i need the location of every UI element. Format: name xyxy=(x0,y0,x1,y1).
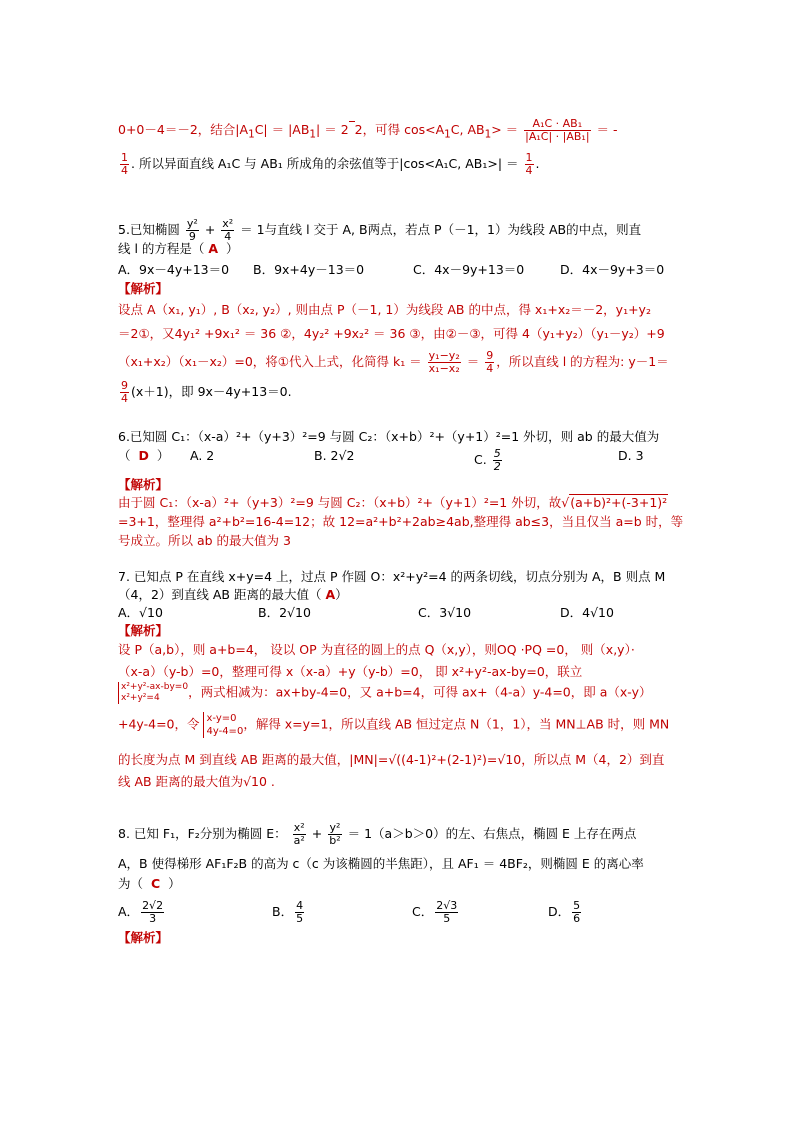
text: C| ＝ |AB xyxy=(254,122,310,137)
text: ＝ - xyxy=(596,122,618,137)
option-b: B．2√10 xyxy=(258,605,311,620)
option-d: D．4x－9y+3＝0 xyxy=(560,262,665,277)
option-d: D．4√10 xyxy=(560,605,614,620)
text: 线 l 的方程是（ xyxy=(118,241,205,256)
fraction: $\frac{\text{y²}}{9}$ xyxy=(186,217,198,243)
option-d: D． $\frac{5}{6}$ xyxy=(548,899,581,925)
solution-line: （x-a）（y-b）=0，整理可得 x（x-a）+y（y-b）=0， 即 x²+y²-ax-by=0，联立 xyxy=(118,664,583,679)
text: ） xyxy=(168,876,181,891)
text: . 所以异面直线 A₁C 与 AB₁ 所成角的余弦值等于|cos<A₁C, AB₁>| ＝ xyxy=(131,156,519,171)
question-7-stem: 7. 已知点 P 在直线 x+y=4 上，过点 P 作圆 O：x²+y²=4 的两条切线，切点分别为 A，B 则点 M xyxy=(118,569,666,584)
fraction: $\frac{\text{x²}}{\text{a²}}$ xyxy=(293,821,305,847)
equation-system: x²+y²-ax-by=0 x²+y²=4 xyxy=(118,682,188,704)
option-b: B． $\frac{4}{5}$ xyxy=(272,899,304,925)
text: (x＋1)，即 9x－4y+13＝0. xyxy=(131,384,292,399)
solution-line: 0+0－4＝－2，结合$|A_1C| = |AB_1| = 2$ 2，可得 $\cos<A_1C$, $AB_1>$ ＝ $\frac{\text{A₁C · AB₁}}{\text{|A₁C| · |AB₁|}}$ ＝ - xyxy=(118,117,618,143)
solution-line: 由于圆 C₁：（x-a）²+（y+3）²=9 与圆 C₂：（x+b）²+（y+1）²=1 外切，故√(a+b)²+(-3+1)² xyxy=(118,495,668,510)
solution-line xyxy=(118,712,669,738)
text: 0+0－4＝－2，结合|A xyxy=(118,122,249,137)
sqrt: (a+b)²+(-3+1)² xyxy=(570,495,668,510)
answer: A xyxy=(325,587,336,602)
solution-line xyxy=(118,152,540,177)
solution-line: =3+1，整理得 a²+b²=16-4=12；故 12=a²+b²+2ab≥4ab,整理得 ab≤3，当且仅当 a=b 时，等 xyxy=(118,514,684,529)
solution-line xyxy=(118,380,292,405)
text: （ xyxy=(118,448,131,463)
question-5-stem-2 xyxy=(118,241,239,257)
fraction: $\frac{9}{4}$ xyxy=(121,379,128,405)
solution-line: 号成立。所以 ab 的最大值为 3 xyxy=(118,533,291,548)
text: 为（ xyxy=(118,876,144,891)
question-8-options xyxy=(118,900,678,930)
option-c: C. $\frac{5}{2}$ xyxy=(474,447,501,473)
answer: C xyxy=(150,876,161,891)
text: ，所以直线 l 的方程为: y－1＝ xyxy=(496,354,669,369)
text: （x₁+x₂）（x₁－x₂）=0，将①代入上式，化简得 k₁ ＝ xyxy=(118,354,422,369)
question-7-stem-2 xyxy=(118,587,348,603)
text: ） xyxy=(226,241,239,256)
text: 8. 已知 F₁，F₂分别为椭圆 E： xyxy=(118,826,287,841)
answer: D xyxy=(138,448,149,463)
option-b: B. 2√2 xyxy=(314,448,355,463)
solution-line xyxy=(118,682,651,704)
solution-line: 设点 A（x₁, y₁）, B（x₂, y₂）, 则由点 P（－1, 1）为线段 AB 的中点，得 x₁+x₂＝－2，y₁+y₂ xyxy=(118,302,651,317)
fraction: $\frac{1}{4}$ xyxy=(121,151,128,177)
question-6-stem: 6.已知圆 C₁：（x-a）²+（y+3）²=9 与圆 C₂：（x+b）²+（y+1）²=1 外切，则 ab 的最大值为 xyxy=(118,429,660,444)
fraction: $\frac{\text{y₁−y₂}}{\text{x₁−x₂}}$ xyxy=(428,349,460,375)
option-a: A．9x－4y+13＝0 xyxy=(118,262,230,277)
analysis-header: 【解析】 xyxy=(118,930,169,945)
text: ，解得 x=y=1，所以直线 AB 恒过定点 N（1，1），当 MN⊥AB 时，则 MN xyxy=(243,716,670,732)
text: 5.已知椭圆 xyxy=(118,222,180,237)
solution-line: 的长度为点 M 到直线 AB 距离的最大值，|MN|=√((4-1)²+(2-1)²)=√10，所以点 M（4，2）到直 xyxy=(118,752,665,767)
option-a: A. 2 xyxy=(190,448,215,463)
question-8-stem: 8. 已知 F₁，F₂分别为椭圆 E： $\frac{\text{x²}}{\text{a²}}$ + $\frac{\text{y²}}{\text{b²}}$ ＝ 1（a＞b＞0）的左、右焦点，椭圆 E 上存在两点 xyxy=(118,821,637,847)
question-8-stem-2: A，B 使得梯形 AF₁F₂B 的高为 c（c 为该椭圆的半焦距），且 AF₁ ＝ 4BF₂，则椭圆 E 的离心率 xyxy=(118,856,644,871)
text: ＝ 1与直线 l 交于 A, B两点，若点 P（－1，1）为线段 AB的中点，则直 xyxy=(240,222,642,237)
text: . xyxy=(535,156,540,171)
text: C, AB xyxy=(450,122,485,137)
text: （4，2）到直线 AB 距离的最大值（ xyxy=(118,587,322,602)
text: > ＝ xyxy=(491,122,519,137)
text: ） xyxy=(156,448,170,463)
question-8-stem-3 xyxy=(118,876,181,892)
solution-line: 线 AB 距离的最大值为√10 . xyxy=(118,774,275,789)
analysis-header: 【解析】 xyxy=(118,281,169,296)
solution-line xyxy=(118,350,669,375)
option-b: B．9x+4y－13＝0 xyxy=(253,262,365,277)
fraction: $\frac{\text{y²}}{\text{b²}}$ xyxy=(329,821,341,847)
solution-line: ＝2①，又4y₁² +9x₁² ＝ 36 ②，4y₂² +9x₂² ＝ 36 ③，由②－③，可得 4（y₁+y₂）（y₁－y₂）+9 xyxy=(118,326,665,341)
option-c: C．4x－9y+13＝0 xyxy=(413,262,525,277)
text: 由于圆 C₁：（x-a）²+（y+3）²=9 与圆 C₂：（x+b）²+（y+1）²=1 外切，故 xyxy=(118,495,562,510)
text: ＝ xyxy=(466,354,480,369)
fraction: $\frac{1}{4}$ xyxy=(525,151,533,177)
text: ） xyxy=(335,587,348,602)
fraction: $\frac{\text{A₁C · AB₁}}{\text{|A₁C| · |AB₁|}}$ xyxy=(525,117,590,143)
question-6-options xyxy=(118,447,678,473)
option-a: A． $\frac{2√2}{3}$ xyxy=(118,899,164,925)
question-5-stem: 5.已知椭圆 $\frac{\text{y²}}{9}$ + $\frac{\text{x²}}{4}$ ＝ 1与直线 l 交于 A, B两点，若点 P（－1，1）为线段 AB的中点，则直 xyxy=(118,217,642,243)
option-a: A．√10 xyxy=(118,605,163,620)
text: +4y-4=0，令 xyxy=(118,716,200,732)
analysis-header: 【解析】 xyxy=(118,623,169,638)
analysis-header: 【解析】 xyxy=(118,477,169,492)
option-d: D. 3 xyxy=(618,448,644,463)
text: ＝ 1（a＞b＞0）的左、右焦点，椭圆 E 上存在两点 xyxy=(347,826,637,841)
answer: A xyxy=(208,241,219,256)
option-c: C． $\frac{2√3}{5}$ xyxy=(412,899,458,925)
option-c: C．3√10 xyxy=(418,605,472,620)
text: | ＝ 2 xyxy=(316,122,349,137)
solution-line: 设 P（a,b），则 a+b=4， 设以 OP 为直径的圆上的点 Q（x,y），则OQ ·PQ =0， 则（x,y）· xyxy=(118,642,635,657)
equation-system: x-y=0 4y-4=0 xyxy=(203,712,243,738)
fraction: $\frac{\text{x²}}{4}$ xyxy=(222,217,234,243)
text: 2，可得 cos<A xyxy=(354,122,445,137)
text: ，两式相减为：ax+by-4=0，又 a+b=4，可得 ax+（4-a）y-4=0，即 a（x-y） xyxy=(188,684,652,700)
fraction: $\frac{9}{4}$ xyxy=(486,349,494,375)
